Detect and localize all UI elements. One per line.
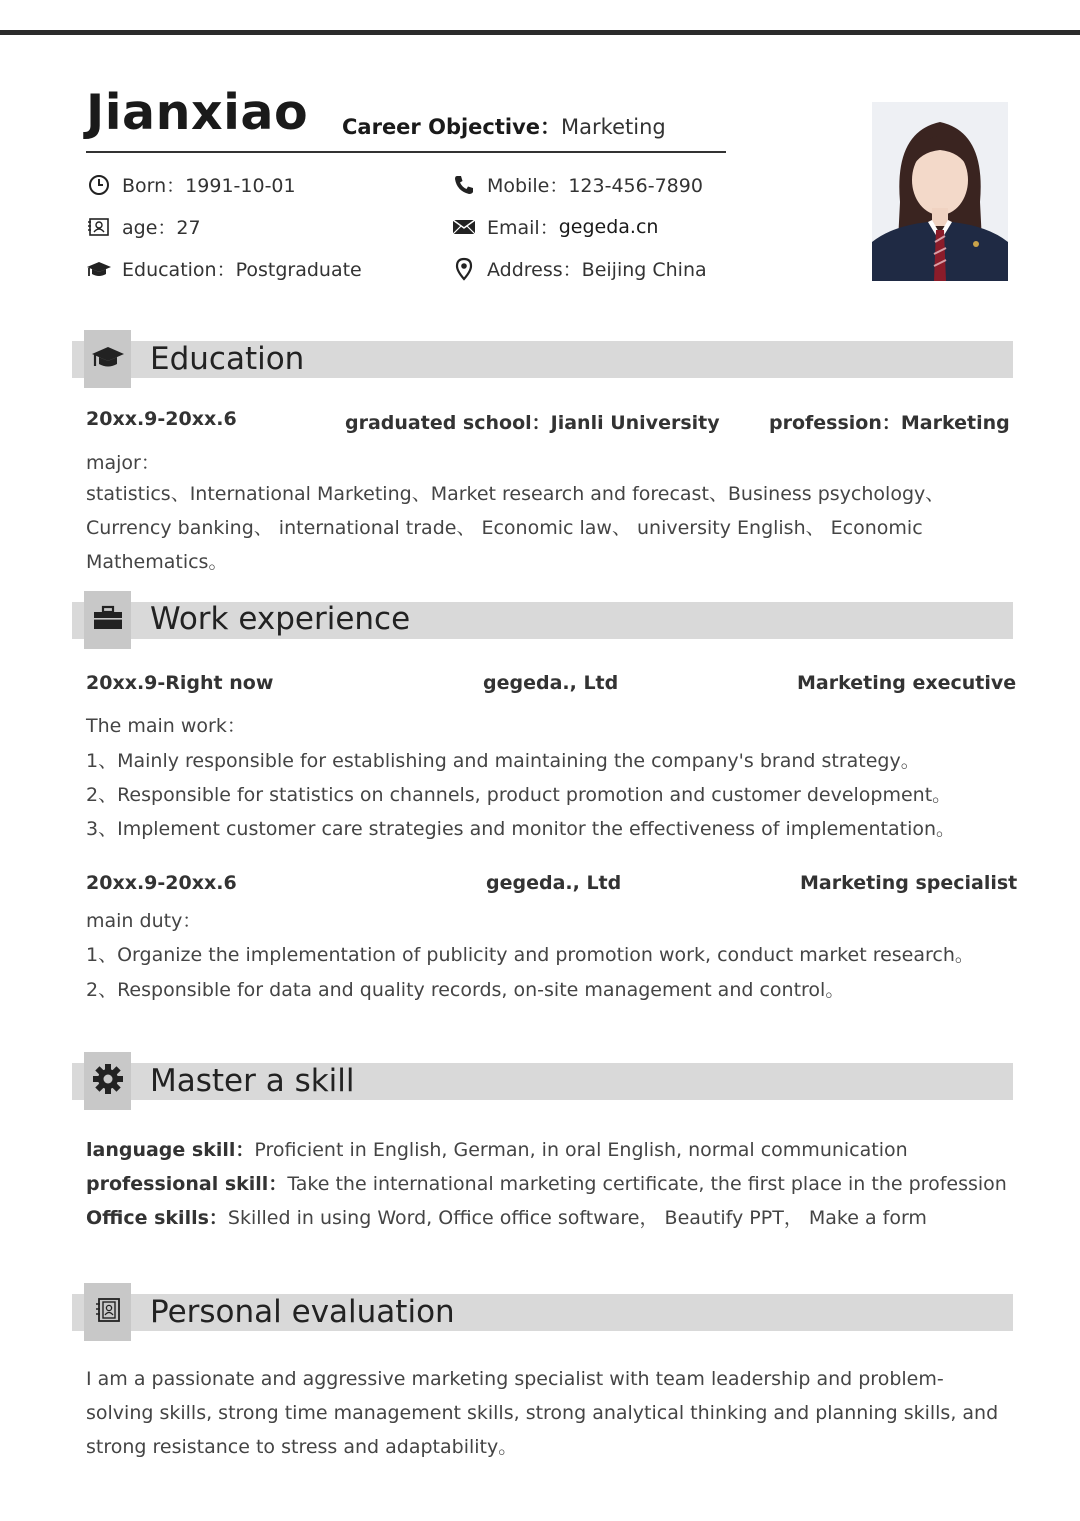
skill-professional-label: professional skill： <box>86 1173 288 1195</box>
section-evaluation-tab <box>84 1283 131 1341</box>
info-mobile-text: Mobile：123-456-7890 <box>487 175 703 197</box>
education-school: graduated school：Jianli University <box>345 412 720 434</box>
section-education-tab <box>84 330 131 388</box>
job2-label: main duty： <box>86 910 202 932</box>
skill-office-text: Skilled in using Word, Office office software， Beautify PPT， Make a form <box>227 1207 927 1229</box>
education-profession: profession：Marketing <box>769 412 1010 434</box>
info-born <box>86 171 296 198</box>
evaluation-text: I am a passionate and aggressive marketing specialist with team leadership and problem-solving skills, strong time management skills, strong analytical thinking and planning skills, and strong resistance to stress and adaptability。 <box>86 1368 999 1458</box>
profile-photo <box>872 102 1008 281</box>
info-born-text: Born：1991-10-01 <box>122 175 296 197</box>
skill-office-label: Office skills： <box>86 1207 228 1229</box>
info-email-value: gegeda.cn <box>558 215 659 238</box>
job1-company: gegeda., Ltd <box>483 672 619 694</box>
job2-item-2: 2、Responsible for data and quality records, on-site management and control。 <box>86 979 845 1001</box>
info-education <box>86 255 362 282</box>
clock-icon <box>86 173 112 197</box>
job2-period: 20xx.9-20xx.6 <box>86 872 237 894</box>
job1-label: The main work： <box>86 715 246 737</box>
skill-professional <box>86 1169 1007 1196</box>
skill-language-text: Proficient in English, German, in oral English, normal communication <box>254 1139 908 1161</box>
job1-role: Marketing executive <box>797 672 1017 694</box>
info-education-text: Education：Postgraduate <box>122 259 362 281</box>
header-divider <box>86 151 726 153</box>
job1-period: 20xx.9-Right now <box>86 672 274 694</box>
career-objective <box>342 111 666 141</box>
info-mobile <box>451 171 703 198</box>
career-objective-label: Career Objective： <box>342 115 562 139</box>
id-card-icon <box>86 215 112 239</box>
section-skills-tab <box>84 1052 131 1110</box>
education-period: 20xx.9-20xx.6 <box>86 408 237 430</box>
phone-icon <box>451 173 477 197</box>
job1-item-2: 2、Responsible for statistics on channels, product promotion and customer development。 <box>86 784 952 806</box>
skill-office <box>86 1203 927 1230</box>
info-age-text: age：27 <box>122 217 201 239</box>
skill-language-label: language skill： <box>86 1139 255 1161</box>
job1-item-3: 3、Implement customer care strategies and monitor the effectiveness of implementation。 <box>86 818 956 840</box>
job2-item-1: 1、Organize the implementation of publicity and promotion work, conduct market research。 <box>86 944 974 966</box>
info-address <box>451 255 707 282</box>
info-address-text: Address：Beijing China <box>487 259 707 281</box>
gear-icon <box>92 1063 124 1099</box>
job2-role: Marketing specialist <box>800 872 1018 894</box>
career-objective-value: Marketing <box>561 115 666 139</box>
job2-company: gegeda., Ltd <box>486 872 622 894</box>
location-pin-icon <box>451 257 477 281</box>
info-email <box>451 213 658 240</box>
skill-language <box>86 1135 908 1162</box>
education-major-text: statistics、International Marketing、Market research and forecast、Business psychology、Currency banking、 international trade、 Economic law、 university English、 Economic Mathematics。 <box>86 483 945 573</box>
info-age <box>86 213 201 240</box>
section-work-title: Work experience <box>150 601 411 637</box>
contact-book-icon <box>93 1296 123 1328</box>
graduation-cap-icon <box>86 257 112 281</box>
section-skills-title: Master a skill <box>150 1063 355 1099</box>
envelope-icon <box>451 215 477 239</box>
skill-professional-text: Take the international marketing certificate, the first place in the profession <box>287 1173 1007 1195</box>
briefcase-icon <box>92 604 124 636</box>
section-work-tab <box>84 591 131 649</box>
candidate-name: Jianxiao <box>86 84 309 141</box>
education-major-label: major： <box>86 452 160 474</box>
job1-item-1: 1、Mainly responsible for establishing and maintaining the company's brand strategy。 <box>86 750 920 772</box>
section-evaluation-title: Personal evaluation <box>150 1294 455 1330</box>
info-email-label: Email： <box>487 217 559 239</box>
section-education-title: Education <box>150 341 305 377</box>
top-rule <box>0 30 1080 35</box>
graduation-cap-icon <box>90 343 126 375</box>
